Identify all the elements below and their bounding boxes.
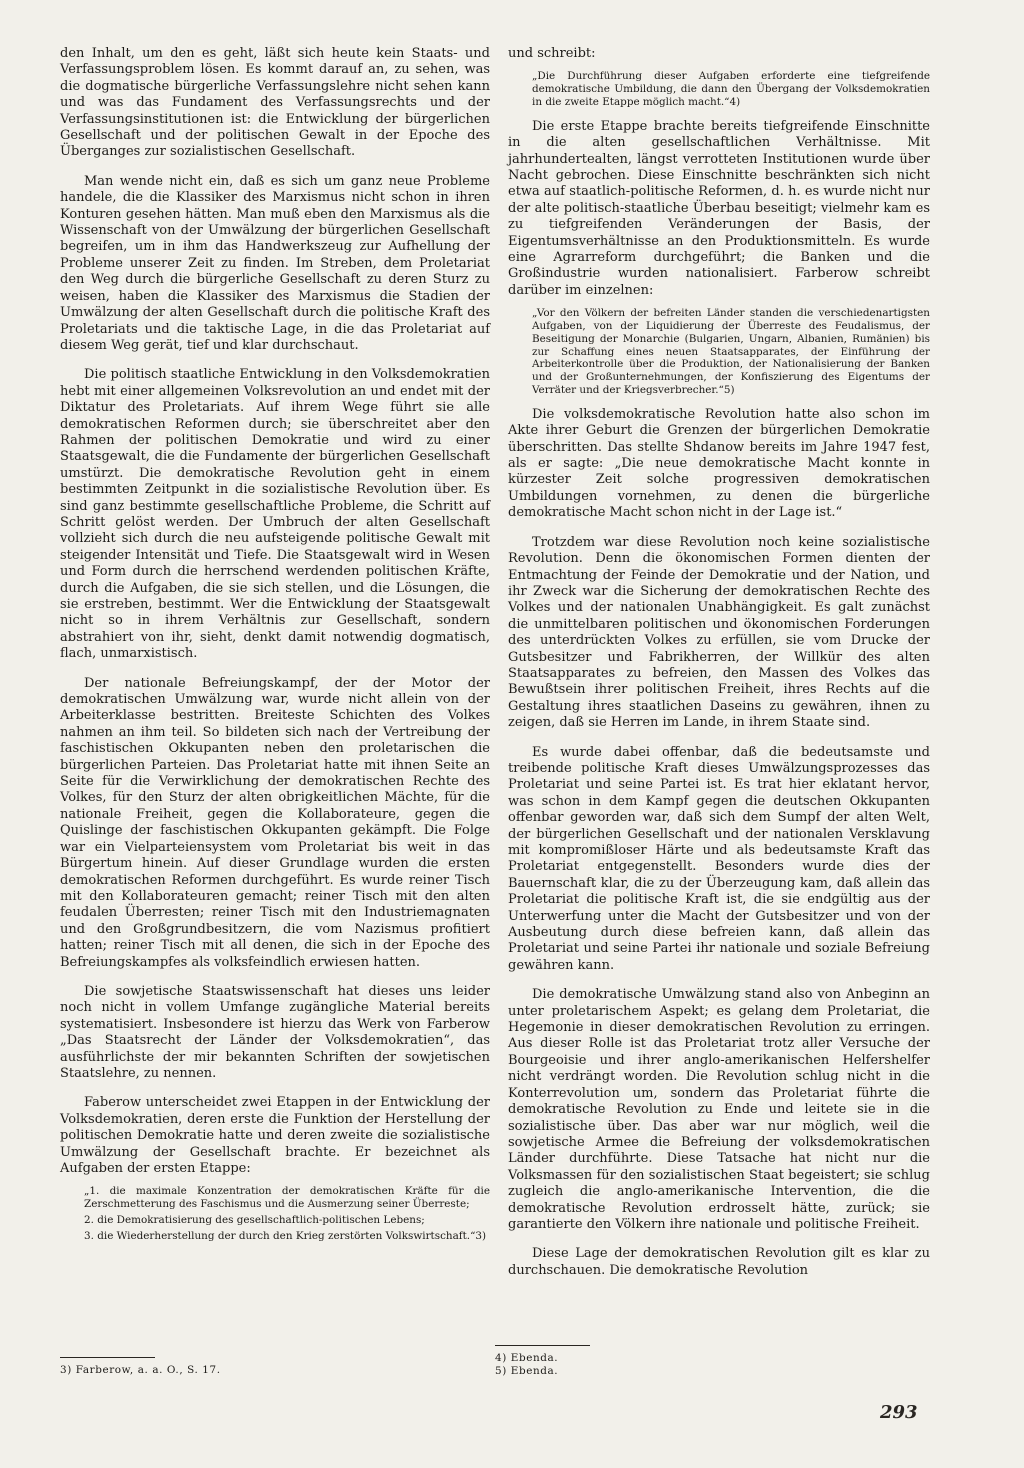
quote-text: „Vor den Völkern der befreiten Länder standen die verschiedenartigsten Aufgaben, von der Liquidierung der Überreste des Feudalismus, der Beseitigung der Monarchie (Bulgarien, Ungarn, Albanien, Rumänien) bis zur Schaffung eines neuen Staatsapparates, der Einführung der Arbeiterkontrolle über die Produktion, der Nationalisierung der Banken und der Großunternehmungen, der Konfiszierung des Eigentums der Verräter und der Kriegsverbrecher.“5) xyxy=(532,307,930,397)
quote-item: 3. die Wiederherstellung der durch den Krieg zerstörten Volkswirtschaft.“3) xyxy=(84,1229,487,1242)
block-quote xyxy=(532,307,930,397)
footnotes-right xyxy=(495,1345,915,1378)
block-quote xyxy=(84,1185,490,1242)
paragraph: und schreibt: xyxy=(508,46,596,61)
left-column xyxy=(60,46,490,1253)
paragraph: Die sowjetische Staatswissenschaft hat dieses uns leider noch nicht in vollem Umfange zugängliche Material bereits systematisiert. Insbesondere ist hierzu das Werk von Farberow „Das Staatsrecht der Länder der Volksdemokratien“, das ausführlichste der mir bekannten Schriften der sowjetischen Staatslehre, zu nennen. xyxy=(60,983,490,1081)
paragraph: Man wende nicht ein, daß es sich um ganz neue Probleme handele, die die Klassiker des Marxismus nicht schon in ihren Konturen gesehen hätten. Man muß eben den Marxismus als die Wissenschaft von der Umwälzung der bürgerlichen Gesellschaft begreifen, um in ihm das Handwerkszeug zur Aufhellung der Probleme unserer Zeit zu finden. Im Streben, dem Proletariat den Weg durch die bürgerliche Gesellschaft zu deren Sturz zu weisen, haben die Klassiker des Marxismus die Stadien der Umwälzung der alten Gesellschaft durch die politische Kraft des Proletariats und die taktische Lage, in die das Proletariat auf diesem Weg gerät, tief und klar durchschaut. xyxy=(60,173,490,353)
paragraph: Es wurde dabei offenbar, daß die bedeutsamste und treibende politische Kraft dieses Umwälzungsprozesses das Proletariat und seine Partei ist. Es trat hier eklatant hervor, was schon in dem Kampf gegen die deutschen Okkupanten offenbar geworden war, daß sich dem Sumpf der alten Welt, der bürgerlichen Gesellschaft und der nationalen Versklavung mit kompromißloser Härte und als bedeutsamste Kraft das Proletariat entgegenstellt. Besonders wurde dies der Bauernschaft klar, die zu der Überzeugung kam, daß allein das Proletariat die politische Kraft ist, die sie endgültig aus der Unterwerfung unter die Macht der Gutsbesitzer und von der Ausbeutung durch diese befreien kann, daß allein das Proletariat und seine Partei ihr nationale und soziale Befreiung gewähren kann. xyxy=(508,744,930,973)
footnote: 5) Ebenda. xyxy=(495,1365,559,1377)
paragraph: Der nationale Befreiungskampf, der der Motor der demokratischen Umwälzung war, wurde nicht allein von der Arbeiterklasse bestritten. Breiteste Schichten des Volkes nahmen an ihm teil. So bildeten sich nach der Vertreibung der faschistischen Okkupanten neben den proletarischen die bürgerlichen Parteien. Das Proletariat hatte mit ihnen Seite an Seite für die Verwirklichung der demokratischen Rechte des Volkes, für den Sturz der alten obrigkeitlichen Mächte, für die nationale Freiheit, gegen die Kollaborateure, gegen die Quislinge der faschistischen Okkupanten gekämpft. Die Folge war ein Vielparteiensystem vom Proletariat bis weit in das Bürgertum hinein. Auf dieser Grundlage wurden die ersten demokratischen Reformen durchgeführt. Es wurde reiner Tisch mit den Kollaborateuren gemacht; reiner Tisch mit den alten feudalen Überresten; reiner Tisch mit den Industriemagnaten und den Großgrundbesitzern, die vom Nazismus profitiert hatten; reiner Tisch mit all denen, die sich in der Epoche des Befreiungskampfes als volksfeindlich erwiesen hatten. xyxy=(60,675,490,970)
page-number: 293 xyxy=(880,1402,918,1423)
block-quote xyxy=(532,70,930,108)
paragraph: Die politisch staatliche Entwicklung in den Volksdemokratien hebt mit einer allgemeinen Volksrevolution an und endet mit der Diktatur des Proletariats. Auf ihrem Wege führt sie alle demokratischen Reformen durch; sie überschreitet aber den Rahmen der politischen Demokratie und wird zu einer Staatsgewalt, die die Fundamente der bürgerlichen Gesellschaft umstürzt. Die demokratische Revolution geht in einem bestimmten Zeitpunkt in die sozialistische Revolution über. Es sind ganz bestimmte gesellschaftliche Probleme, die Schritt auf Schritt gelöst werden. Der Umbruch der alten Gesellschaft vollzieht sich durch die neu aufsteigende politische Gewalt mit steigender Intensität und Tiefe. Die Staatsgewalt wird in Wesen und Form durch die herrschend werdenden politischen Kräfte, durch die Aufgaben, die sie sich stellen, und die Lösungen, die sie erstreben, bestimmt. Wer die Entwicklung der Staatsgewalt nicht so in ihrem Verhältnis zur Gesellschaft, sondern abstrahiert von ihr, sieht, denkt damit notwendig dogmatisch, flach, unmarxistisch. xyxy=(60,367,490,662)
footnote: 4) Ebenda. xyxy=(495,1352,559,1364)
paragraph: Die demokratische Umwälzung stand also von Anbeginn an unter proletarischem Aspekt; es gelang dem Proletariat, die Hegemonie in dieser demokratischen Revolution zu erringen. Aus dieser Rolle ist das Proletariat trotz aller Versuche der Bourgeoisie und ihrer anglo-amerikanischen Helfershelfer nicht verdrängt worden. Die Revolution schlug nicht in die Konterrevolution um, sondern das Proletariat führte die demokratische Revolution zu Ende und leitete sie in die sozialistische über. Das aber war nur möglich, weil die sowjetische Armee die Befreiung der volksdemokratischen Länder durchführte. Diese Tatsache hat nicht nur die Volksmassen für den sozialistischen Staat begeistert; sie schlug zugleich die anglo-amerikanische Intervention, die die demokratische Revolution erdrosselt hätte, zurück; sie garantierte den Völkern ihre nationale und politische Freiheit. xyxy=(508,987,930,1232)
paragraph: Trotzdem war diese Revolution noch keine sozialistische Revolution. Denn die ökonomischen Formen dienten der Entmachtung der Feinde der Demokratie und der Nation, und ihr Zweck war die Sicherung der demokratischen Rechte des Volkes und der nationalen Unabhängigkeit. Es galt zunächst die unmittelbaren politischen und ökonomischen Forderungen des unterdrückten Volkes zu erfüllen, sie vom Drucke der Gutsbesitzer und Fabrikherren, der Willkür des alten Staatsapparates zu befreien, den Massen des Volkes das Bewußtsein ihrer politischen Freiheit, ihres Rechts auf die Gestaltung ihres staatlichen Daseins zu gewähren, ihnen zu zeigen, daß sie Herren im Lande, in ihrem Staate sind. xyxy=(508,534,930,731)
footnote-rule xyxy=(495,1345,590,1346)
paragraph: den Inhalt, um den es geht, läßt sich heute kein Staats- und Verfassungsproblem lösen. Es kommt darauf an, zu sehen, was die dogmatische bürgerliche Verfassungslehre nicht sehen kann und was das Fundament des Verfassungsrechts und der Verfassungsinstitutionen ist: die Entwicklung der bürgerlichen Gesellschaft und der politischen Gewalt in der Epoche des Überganges zur sozialistischen Gesellschaft. xyxy=(60,46,490,160)
paragraph: Diese Lage der demokratischen Revolution gilt es klar zu durchschauen. Die demokratische Revolution xyxy=(508,1246,930,1278)
quote-item: „1. die maximale Konzentration der demokratischen Kräfte für die Zerschmetterung des Faschismus und die Ausmerzung seiner Überreste; xyxy=(84,1185,490,1211)
paragraph: Die volksdemokratische Revolution hatte also schon im Akte ihrer Geburt die Grenzen der bürgerlichen Demokratie überschritten. Das stellte Shdanow bereits im Jahre 1947 fest, als er sagte: „Die neue demokratische Macht konnte in kürzester Zeit solche progressiven demokratischen Umbildungen vornehmen, zu denen die bürgerliche demokratische Macht schon nicht in der Lage ist.“ xyxy=(508,406,930,521)
quote-text: „Die Durchführung dieser Aufgaben erforderte eine tiefgreifende demokratische Umbildung, die dann den Übergang der Volksdemokratien in die zweite Etappe möglich macht.“4) xyxy=(532,70,930,108)
footnotes-left xyxy=(60,1357,480,1377)
right-column xyxy=(508,46,930,1292)
footnote-rule xyxy=(60,1357,155,1358)
footnote: 3) Farberow, a. a. O., S. 17. xyxy=(60,1364,221,1376)
quote-item: 2. die Demokratisierung des gesellschaftlich-politischen Lebens; xyxy=(84,1214,425,1226)
paragraph: Die erste Etappe brachte bereits tiefgreifende Einschnitte in die alten gesellschaftlichen Verhältnisse. Mit jahrhundertealten, längst verrotteten Institutionen wurde über Nacht gebrochen. Diese Einschnitte beschränkten sich nicht etwa auf staatlich-politische Reformen, d. h. es wurde nicht nur der alte politisch-staatliche Überbau beseitigt; vielmehr kam es zu tiefgreifenden Veränderungen der Basis, der Eigentumsverhältnisse an den Produktionsmitteln. Es wurde eine Agrarreform durchgeführt; die Banken und die Großindustrie wurden nationalisiert. Farberow schreibt darüber im einzelnen: xyxy=(508,118,930,298)
paragraph: Faberow unterscheidet zwei Etappen in der Entwicklung der Volksdemokratien, deren erste die Funktion der Herstellung der politischen Demokratie hatte und deren zweite die sozialistische Umwälzung der Gesellschaft brachte. Er bezeichnet als Aufgaben der ersten Etappe: xyxy=(60,1095,490,1176)
